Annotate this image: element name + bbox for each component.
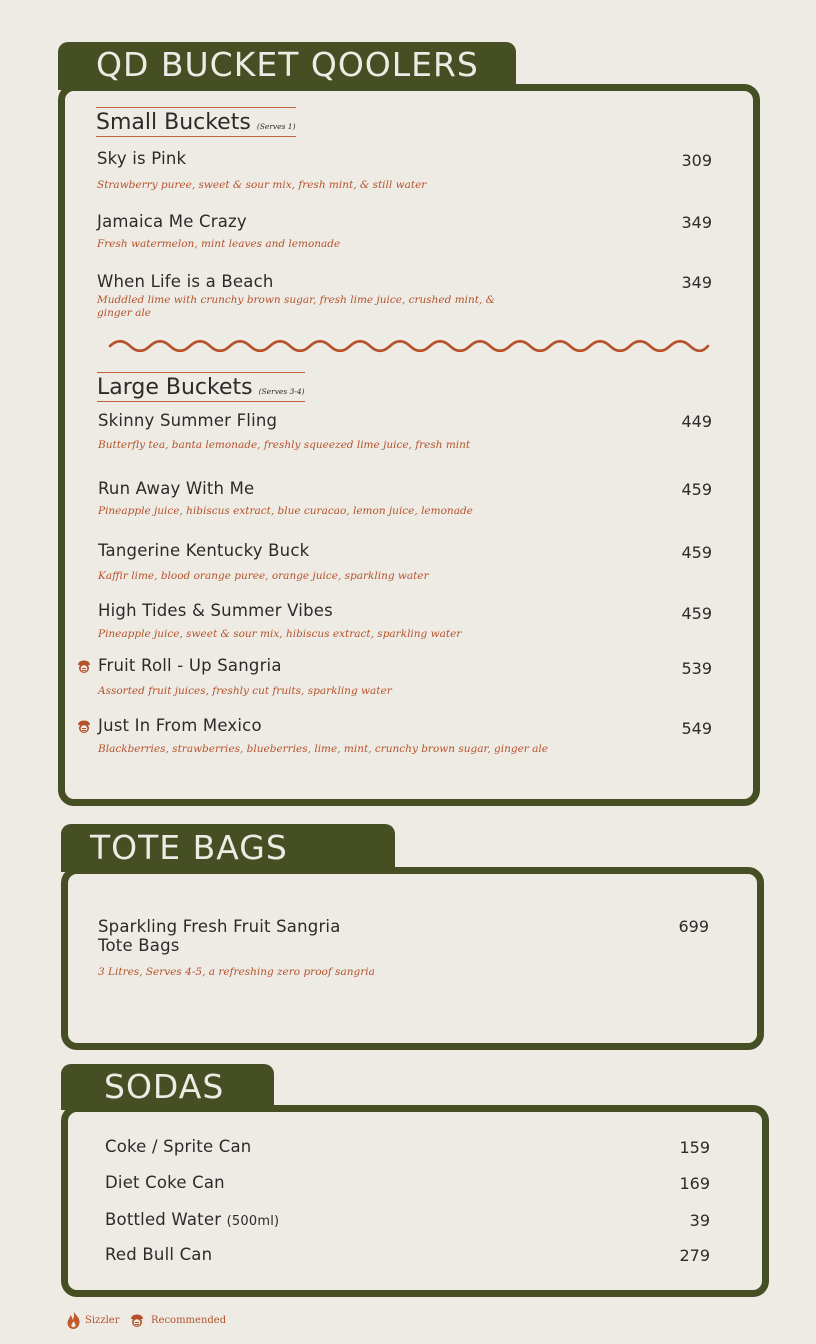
menu-item-desc: Fresh watermelon, mint leaves and lemonade: [97, 238, 341, 250]
menu-item-name: Sky is Pink: [97, 149, 187, 168]
menu-item-name: Jamaica Me Crazy: [97, 212, 247, 231]
recommended-icon: [129, 1311, 145, 1329]
menu-item-price: 159: [679, 1138, 710, 1157]
menu-item-name: High Tides & Summer Vibes: [98, 601, 333, 620]
wavy-divider: [108, 334, 712, 358]
menu-item-desc: Muddled lime with crunchy brown sugar, fresh lime juice, crushed mint, &: [97, 294, 496, 306]
menu-item-name: Coke / Sprite Can: [105, 1137, 252, 1156]
sodas-tab: [61, 1064, 274, 1110]
menu-item-price: 459: [681, 480, 712, 499]
recommended-icon: [76, 717, 92, 735]
tote-tab: [61, 824, 395, 872]
flame-icon: [66, 1311, 81, 1329]
menu-item-name: Fruit Roll - Up Sangria: [98, 656, 282, 675]
menu-item-name: Red Bull Can: [105, 1245, 213, 1264]
menu-item-price: 279: [679, 1246, 710, 1265]
small-buckets-serves: (Serves 1): [256, 122, 296, 131]
menu-item-desc: Kaffir lime, blood orange puree, orange juice, sparkling water: [98, 570, 429, 582]
menu-item-price: 449: [681, 412, 712, 431]
menu-item-desc: Blackberries, strawberries, blueberries, lime, mint, crunchy brown sugar, ginger ale: [98, 743, 548, 755]
sodas-frame: [61, 1105, 769, 1297]
tote-frame: [61, 867, 764, 1050]
sizzler-label: Sizzler: [85, 1315, 120, 1326]
coolers-tab: [58, 42, 516, 90]
menu-item-price: 549: [681, 719, 712, 738]
menu-item-price: 459: [681, 604, 712, 623]
menu-item-price: 39: [689, 1211, 710, 1230]
menu-item-name: Just In From Mexico: [98, 716, 262, 735]
menu-item-desc: ginger ale: [97, 307, 151, 319]
menu-item-price: 349: [681, 213, 712, 232]
small-buckets-heading: Small Buckets (Serves 1): [96, 107, 296, 137]
menu-item-desc: Pineapple juice, hibiscus extract, blue curacao, lemon juice, lemonade: [98, 505, 473, 517]
menu-item-name: Skinny Summer Fling: [98, 411, 278, 430]
tote-title: TOTE BAGS: [90, 828, 288, 867]
menu-item-name: Bottled Water (500ml): [105, 1210, 280, 1229]
recommended-icon: [76, 657, 92, 675]
menu-item-name: Run Away With Me: [98, 479, 255, 498]
sodas-title: SODAS: [104, 1067, 225, 1106]
menu-item-desc: Strawberry puree, sweet & sour mix, fresh mint, & still water: [97, 179, 427, 191]
large-buckets-serves: (Serves 3-4): [258, 387, 305, 396]
menu-item-price: 349: [681, 273, 712, 292]
menu-item-desc: 3 Litres, Serves 4-5, a refreshing zero proof sangria: [98, 966, 375, 978]
menu-item-name: Tote Bags: [98, 936, 180, 955]
menu-item-price: 539: [681, 659, 712, 678]
menu-item-name: When Life is a Beach: [97, 272, 274, 291]
coolers-title: QD BUCKET QOOLERS: [96, 45, 479, 84]
menu-item-name: Tangerine Kentucky Buck: [98, 541, 310, 560]
recommended-label: Recommended: [151, 1315, 227, 1326]
menu-item-price: 459: [681, 543, 712, 562]
menu-item-desc: Butterfly tea, banta lemonade, freshly squeezed lime juice, fresh mint: [98, 439, 471, 451]
menu-item-desc: Assorted fruit juices, freshly cut fruits, sparkling water: [98, 685, 392, 697]
menu-item-price: 699: [678, 917, 709, 936]
large-buckets-heading: Large Buckets (Serves 3-4): [97, 372, 305, 402]
menu-item-desc: Pineapple juice, sweet & sour mix, hibiscus extract, sparkling water: [98, 628, 462, 640]
menu-item-price: 169: [679, 1174, 710, 1193]
menu-item-name: Diet Coke Can: [105, 1173, 225, 1192]
menu-item-name: Sparkling Fresh Fruit Sangria: [98, 917, 341, 936]
menu-item-price: 309: [681, 151, 712, 170]
menu-item-suffix: (500ml): [226, 1214, 280, 1229]
